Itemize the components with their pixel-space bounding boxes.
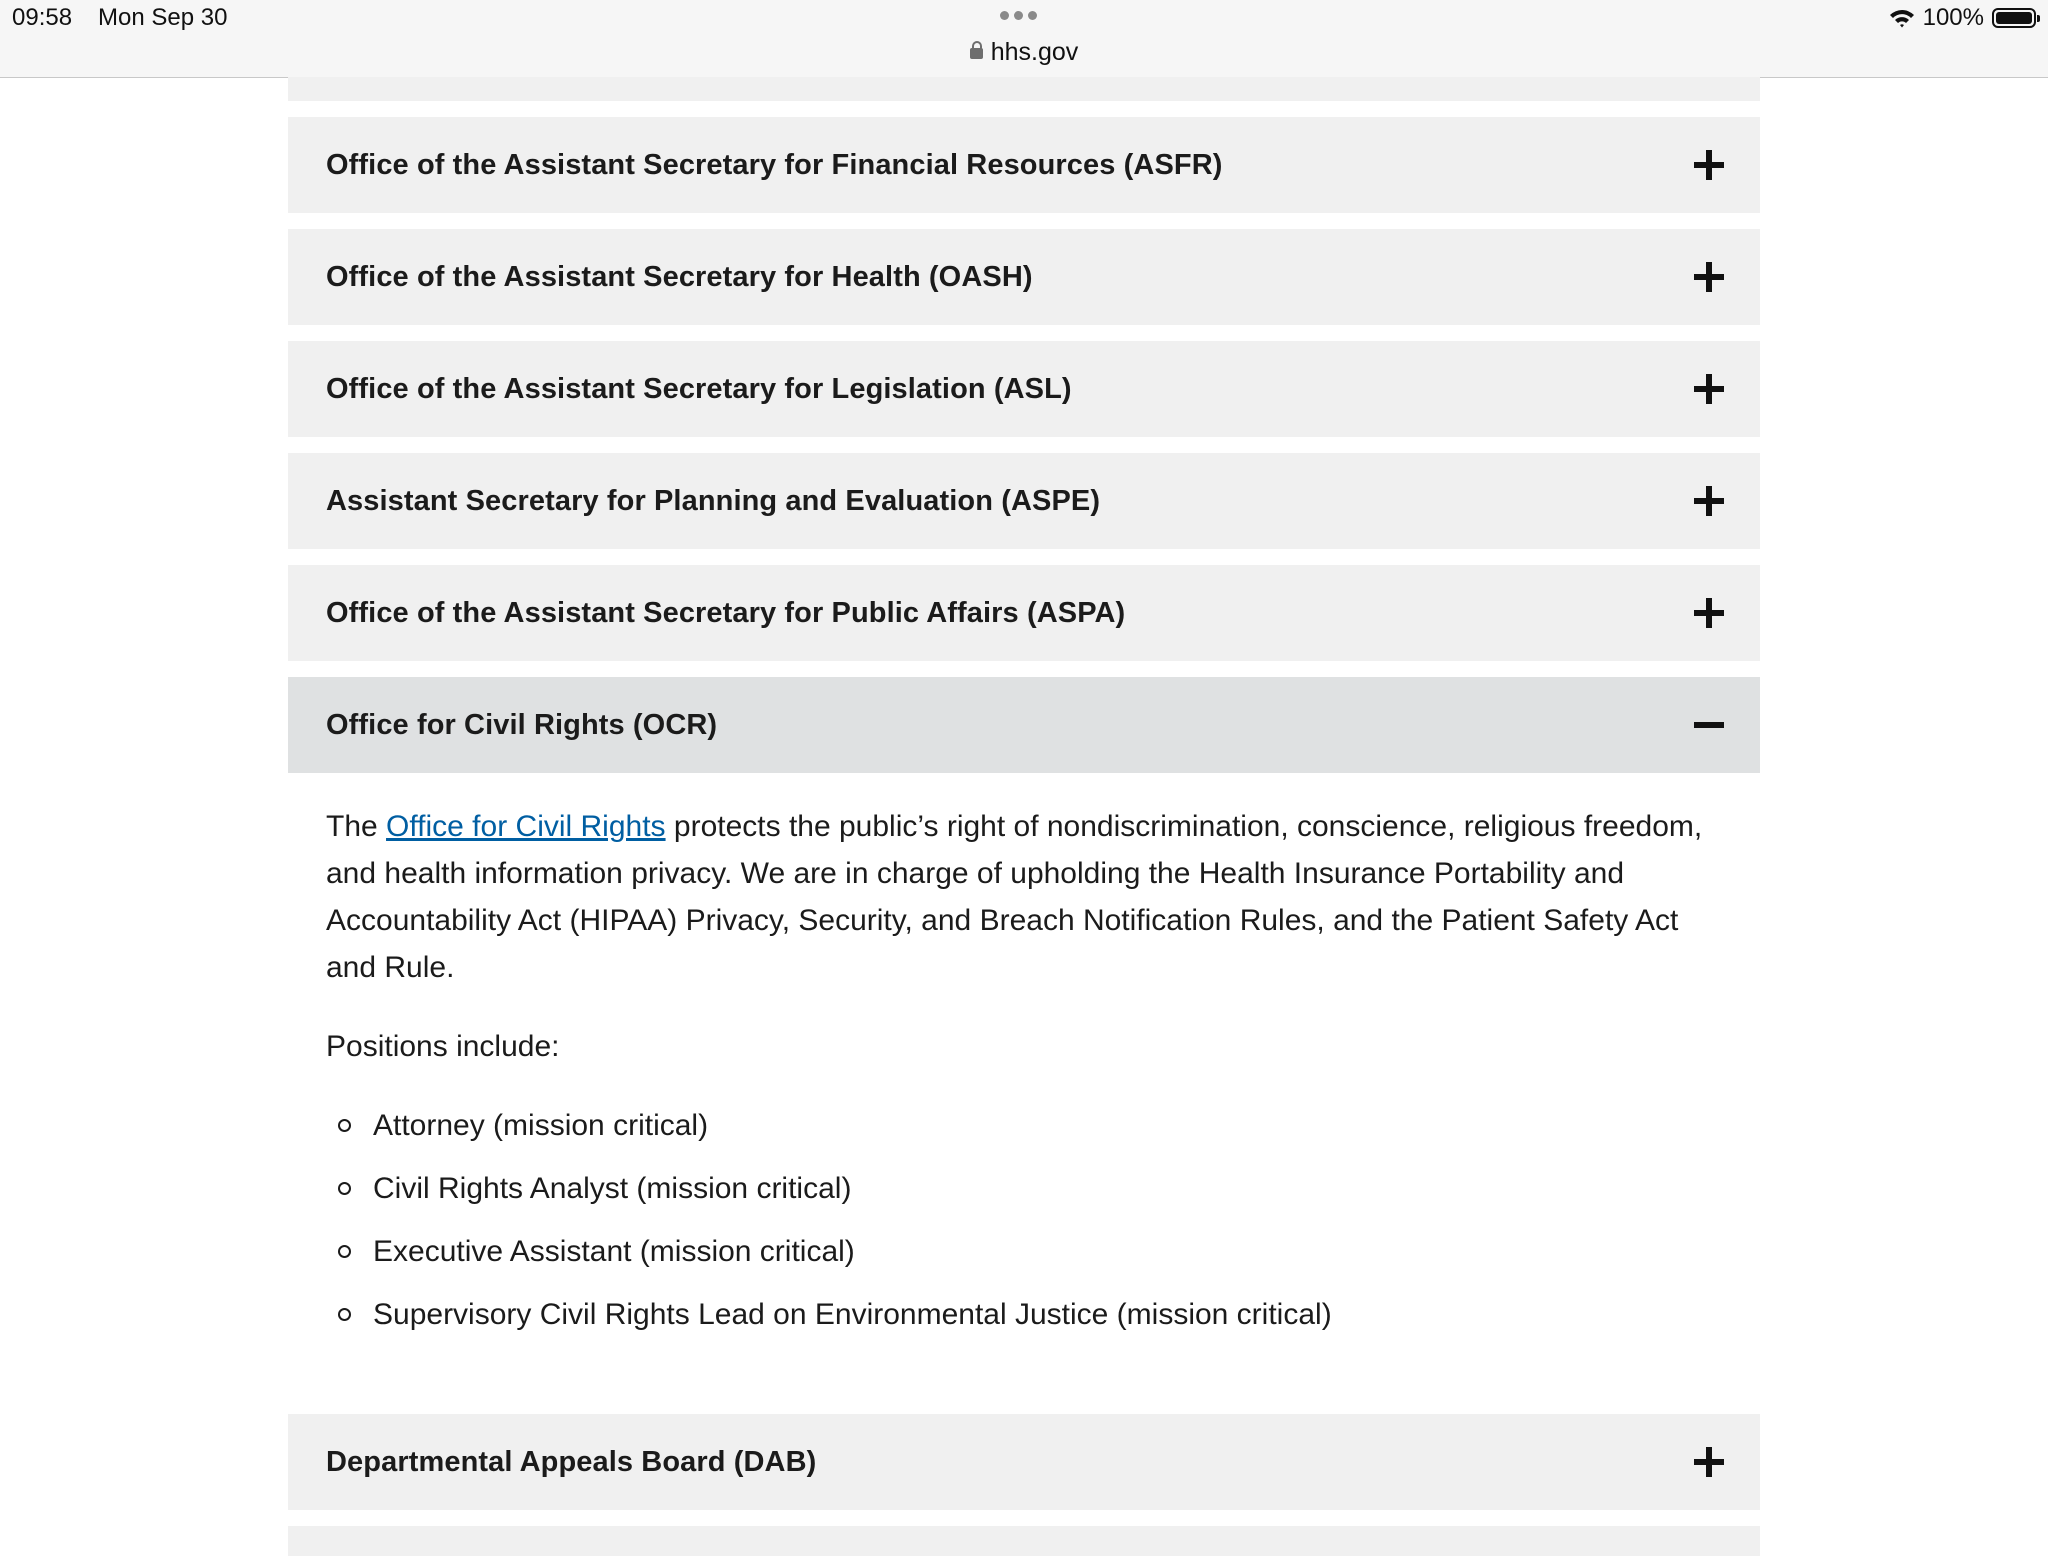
accordion-item-asfr[interactable] xyxy=(288,117,1760,213)
plus-icon[interactable] xyxy=(1694,486,1724,516)
accordion-item-aspe[interactable] xyxy=(288,453,1760,549)
url-text: hhs.gov xyxy=(990,38,1079,66)
status-indicators xyxy=(1889,4,2036,32)
description-prefix: The xyxy=(326,810,387,843)
accordion-item-ocr[interactable] xyxy=(288,677,1760,773)
plus-icon[interactable] xyxy=(1694,262,1724,292)
status-date: Mon Sep 30 xyxy=(98,4,228,31)
position-text: Supervisory Civil Rights Lead on Environmental Justice (mission critical) xyxy=(373,1298,1332,1331)
plus-icon[interactable] xyxy=(1694,150,1724,180)
accordion-item-dab[interactable] xyxy=(288,1414,1760,1510)
list-item xyxy=(326,1165,1722,1212)
wifi-icon xyxy=(1889,7,1915,29)
accordion-panel-ocr xyxy=(288,773,1760,1388)
accordion-title: Office for Civil Rights (OCR) xyxy=(326,708,718,741)
circle-bullet-icon xyxy=(338,1308,351,1321)
battery-icon xyxy=(1992,8,2036,28)
status-time: 09:58 xyxy=(12,4,73,31)
accordion-title: Assistant Secretary for Planning and Evaluation (ASPE) xyxy=(326,484,1101,517)
list-item xyxy=(326,1291,1722,1338)
circle-bullet-icon xyxy=(338,1119,351,1132)
accordion-item-aspa[interactable] xyxy=(288,565,1760,661)
circle-bullet-icon xyxy=(338,1182,351,1195)
plus-icon[interactable] xyxy=(1694,598,1724,628)
battery-percent: 100% xyxy=(1922,4,1984,31)
list-item xyxy=(326,1102,1722,1149)
ocr-description xyxy=(326,803,1722,991)
description-suffix: protects the public’s right of nondiscrimination, conscience, religious freedom, and health information privacy. We are in charge of upholding the Health Insurance Portability and Accountability Act (HIPAA) Privacy, Security, and Breach Notification Rules, and the Patient Safety Act and Rule. xyxy=(326,810,1703,984)
accordion-item-asl[interactable] xyxy=(288,341,1760,437)
positions-heading: Positions include: xyxy=(326,1030,560,1063)
accordion-title: Departmental Appeals Board (DAB) xyxy=(326,1445,817,1478)
agencies-accordion xyxy=(288,77,1760,1556)
accordion-item-oash[interactable] xyxy=(288,229,1760,325)
lock-icon xyxy=(970,48,983,59)
accordion-title: Office of the Assistant Secretary for Financial Resources (ASFR) xyxy=(326,148,1223,181)
address-bar[interactable] xyxy=(0,38,2048,67)
position-text: Civil Rights Analyst (mission critical) xyxy=(373,1172,852,1205)
accordion-title: Office of the Assistant Secretary for Health (OASH) xyxy=(326,260,1033,293)
accordion-title: Office of the Assistant Secretary for Public Affairs (ASPA) xyxy=(326,596,1126,629)
multitasking-dots-icon[interactable] xyxy=(1000,11,1037,20)
office-for-civil-rights-link[interactable]: Office for Civil Rights xyxy=(386,810,666,843)
accordion-item-previous[interactable] xyxy=(288,77,1760,101)
positions-list xyxy=(326,1102,1722,1338)
accordion-item-next[interactable] xyxy=(288,1526,1760,1556)
plus-icon[interactable] xyxy=(1694,374,1724,404)
plus-icon[interactable] xyxy=(1694,1447,1724,1477)
minus-icon[interactable] xyxy=(1694,710,1724,740)
position-text: Attorney (mission critical) xyxy=(373,1109,709,1142)
position-text: Executive Assistant (mission critical) xyxy=(373,1235,855,1268)
status-bar xyxy=(0,0,2048,78)
circle-bullet-icon xyxy=(338,1245,351,1258)
list-item xyxy=(326,1228,1722,1275)
accordion-title: Office of the Assistant Secretary for Legislation (ASL) xyxy=(326,372,1072,405)
